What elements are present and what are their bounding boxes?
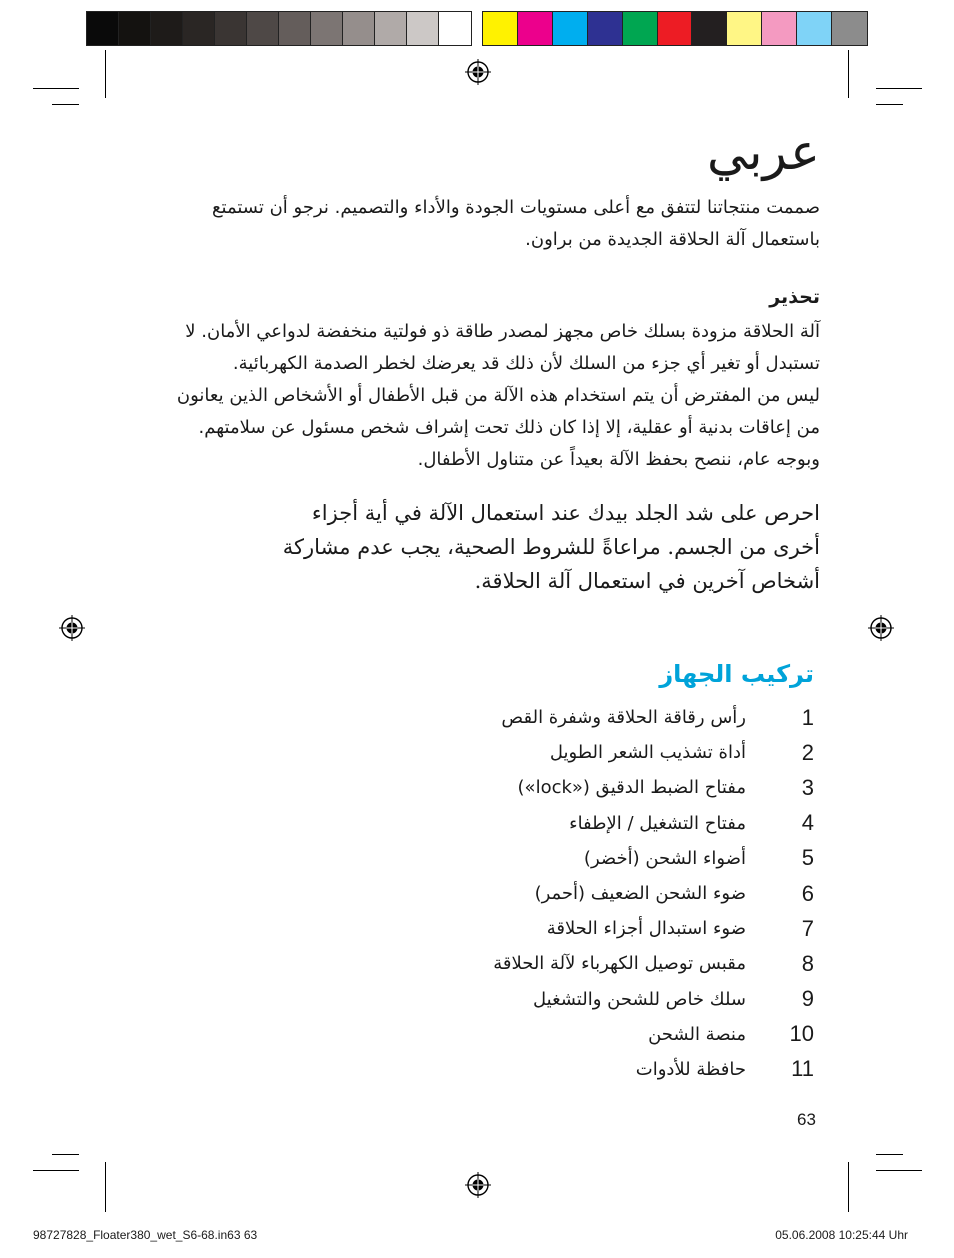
process-color-bar [482, 11, 868, 46]
list-item-number: 1 [801, 704, 814, 730]
crop-mark [848, 1162, 849, 1212]
color-swatch [692, 12, 727, 45]
list-item-number: 5 [801, 845, 814, 871]
list-item-number: 9 [801, 986, 814, 1012]
list-item-label: مقبس توصيل الكهرباء لآلة الحلاقة [493, 953, 746, 975]
list-item-label: سلك خاص للشحن والتشغيل [533, 988, 746, 1010]
list-item [314, 911, 814, 946]
list-item [314, 876, 814, 911]
list-item-label: أضواء الشحن (أخضر) [583, 847, 746, 869]
list-item-label: أداة تشذيب الشعر الطويل [549, 742, 746, 764]
warning-paragraph [130, 316, 820, 476]
list-item-label: حافظة للأدوات [635, 1058, 746, 1080]
crop-mark [876, 1170, 922, 1171]
list-item [314, 735, 814, 770]
warning-line: آلة الحلاقة مزودة بسلك خاص مجهز لمصدر طاقة ذو فولتية منخفضة لدواعي الأمان. لا [185, 321, 820, 342]
color-swatch [183, 12, 215, 45]
color-swatch [727, 12, 762, 45]
crop-mark [33, 1170, 79, 1171]
list-item-label: ضوء الشحن الضعيف (أحمر) [534, 883, 746, 905]
page-title: عربي [706, 123, 820, 181]
list-item [314, 841, 814, 876]
warning-line: تستبدل أو تغير أي جزء من السلك لأن ذلك قد يعرضك لخطر الصدمة الكهربائية. [232, 353, 820, 374]
color-swatch [119, 12, 151, 45]
list-item-number: 3 [801, 774, 814, 800]
warning-line: وبوجه عام، ننصح بحفظ الآلة بعيداً عن متناول الأطفال. [417, 449, 820, 470]
list-item-number: 10 [789, 1021, 814, 1047]
crop-mark [52, 104, 79, 105]
color-swatch [439, 12, 471, 45]
color-swatch [407, 12, 439, 45]
color-swatch [658, 12, 693, 45]
color-swatch [87, 12, 119, 45]
color-swatch [483, 12, 518, 45]
crop-mark [876, 88, 922, 89]
intro-line: صممت منتجاتنا لتتفق مع أعلى مستويات الجودة والأداء والتصميم. نرجو أن تستمتع [211, 197, 820, 218]
color-swatch [588, 12, 623, 45]
crop-mark [876, 104, 903, 105]
list-item-label: رأس رقاقة الحلاقة وشفرة القص [501, 707, 746, 729]
list-item-number: 6 [801, 880, 814, 906]
warning-line: ليس من المفترض أن يتم استخدام هذه الآلة من قبل الأطفال أو الأشخاص الذين يعانون [176, 385, 820, 406]
list-item-label: منصة الشحن [648, 1023, 746, 1045]
registration-mark-icon [465, 1172, 491, 1198]
grayscale-color-bar [86, 11, 472, 46]
color-swatch [518, 12, 553, 45]
list-item-number: 4 [801, 810, 814, 836]
intro-line: باستعمال آلة الحلاقة الجديدة من براون. [525, 229, 820, 250]
list-item [314, 1052, 814, 1087]
color-swatch [762, 12, 797, 45]
list-item [314, 946, 814, 981]
list-item [314, 1017, 814, 1052]
crop-mark [33, 88, 79, 89]
color-swatch [797, 12, 832, 45]
footer-timestamp: 05.06.2008 10:25:44 Uhr [775, 1228, 908, 1242]
hygiene-line: أشخاص آخرين في استعمال آلة الحلاقة. [474, 569, 820, 593]
intro-paragraph [130, 192, 820, 256]
list-item-label: مفتاح التشغيل / الإطفاء [569, 812, 746, 834]
color-swatch [279, 12, 311, 45]
list-item [314, 770, 814, 805]
registration-mark-icon [59, 615, 85, 641]
list-item [314, 806, 814, 841]
list-item-label: مفتاح الضبط الدقيق («lock») [517, 777, 746, 799]
registration-mark-icon [868, 615, 894, 641]
hygiene-line: احرص على شد الجلد بيدك عند استعمال الآلة في أية أجزاء [311, 501, 820, 525]
hygiene-paragraph [120, 496, 820, 598]
footer-filename: 98727828_Floater380_wet_S6-68.in63 63 [33, 1228, 258, 1242]
list-item [314, 982, 814, 1017]
page-number: 63 [797, 1110, 816, 1129]
color-swatch [247, 12, 279, 45]
color-swatch [623, 12, 658, 45]
crop-mark [105, 1162, 106, 1212]
list-item [314, 700, 814, 735]
color-swatch [343, 12, 375, 45]
list-item-number: 7 [801, 915, 814, 941]
color-swatch [832, 12, 867, 45]
color-swatch [375, 12, 407, 45]
list-item-number: 11 [791, 1056, 814, 1082]
hygiene-line: أخرى من الجسم. مراعاةً للشروط الصحية، يجب عدم مشاركة [282, 535, 820, 559]
color-swatch [553, 12, 588, 45]
registration-mark-icon [465, 59, 491, 85]
color-swatch [151, 12, 183, 45]
crop-mark [876, 1154, 903, 1155]
list-item-number: 2 [801, 739, 814, 765]
color-swatch [311, 12, 343, 45]
crop-mark [105, 50, 106, 98]
crop-mark [848, 50, 849, 98]
list-item-label: ضوء استبدال أجزاء الحلاقة [546, 918, 746, 940]
parts-list [314, 700, 814, 1087]
crop-mark [52, 1154, 79, 1155]
list-item-number: 8 [801, 950, 814, 976]
section-heading: تركيب الجهاز [659, 660, 814, 688]
warning-heading: تحذير [769, 286, 820, 308]
color-swatch [215, 12, 247, 45]
warning-line: من إعاقات بدنية أو عقلية، إلا إذا كان ذلك تحت إشراف شخص مسئول عن سلامتهم. [198, 417, 820, 438]
